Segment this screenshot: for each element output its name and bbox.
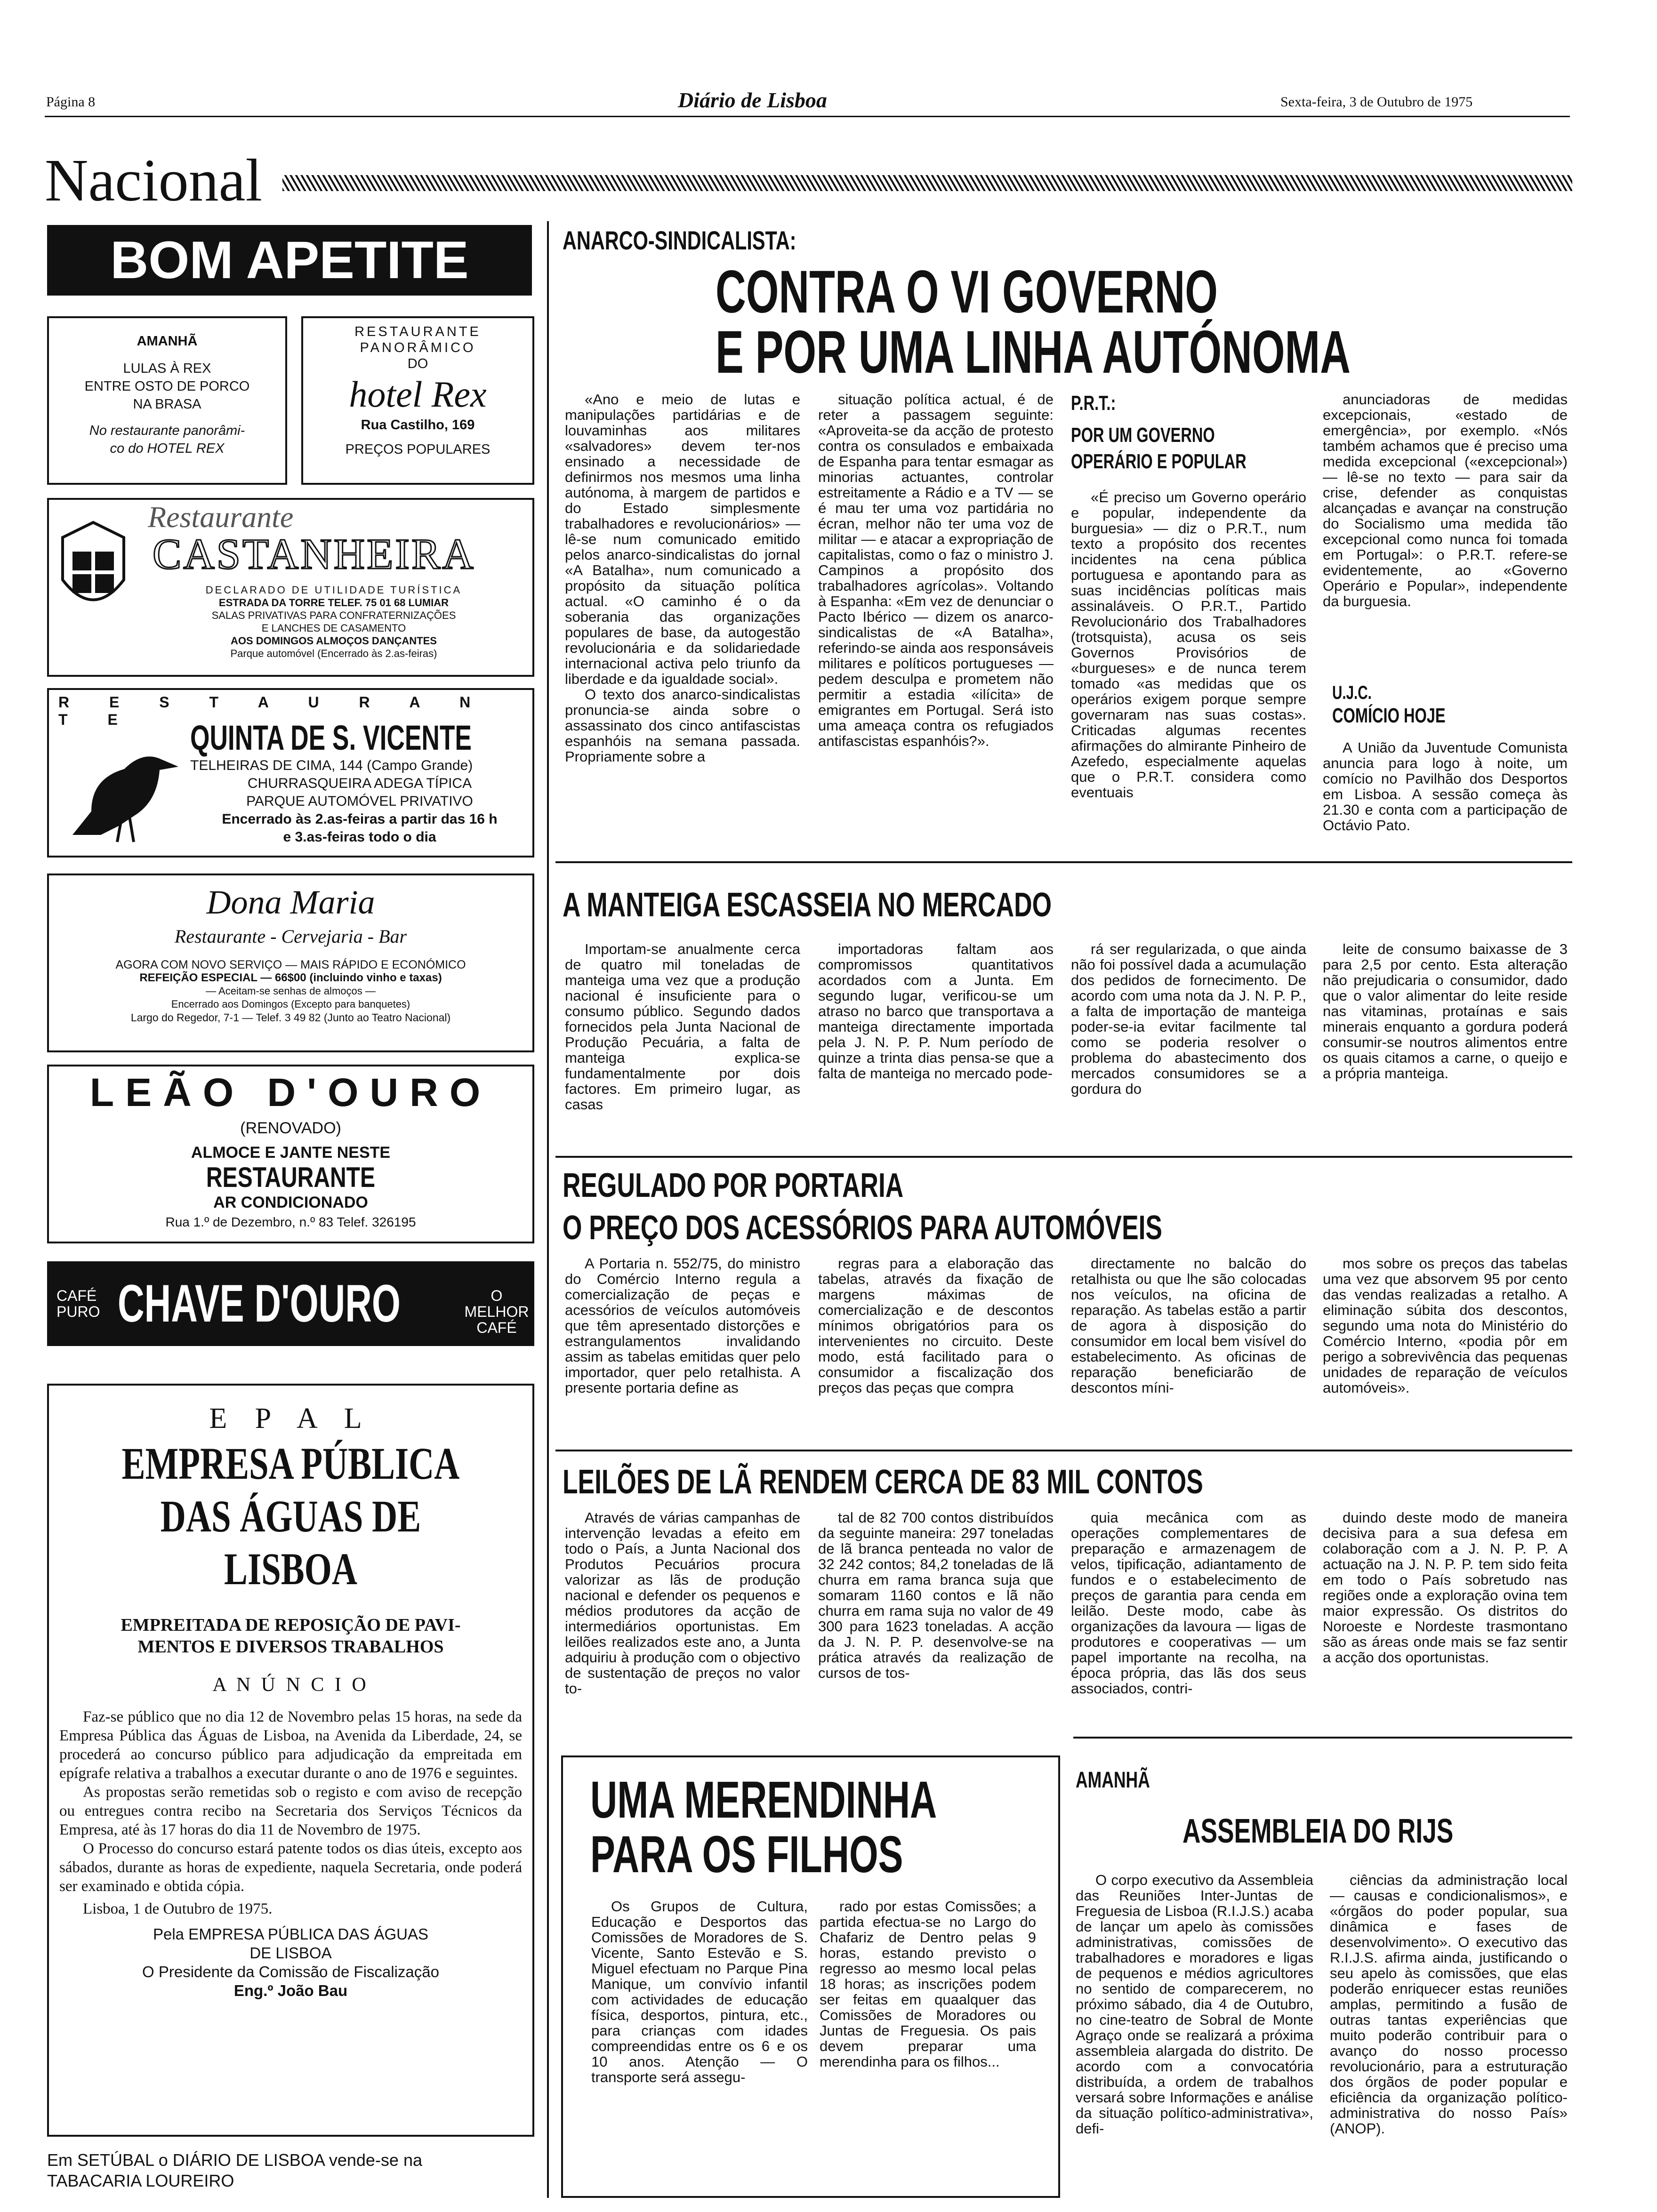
leao-douro-ad xyxy=(47,1065,534,1243)
amanha-line: co do HOTEL REX xyxy=(110,441,225,456)
amanha-line: No restaurante panorâmi- xyxy=(89,423,245,438)
merendinha-box xyxy=(561,1755,1060,2198)
article2-paragraph: rá ser regularizada, o que ainda não foi possível dada a acumulação dos pedidos de fornecimento. De acordo com uma nota da J. N. P. P., a falta de importação de manteiga poder-se-ia evitar facilmente tal como se poderia resolver o problema do abastecimento dos mercados consumidores se a gordura do xyxy=(1071,941,1306,1097)
article1-headline: CONTRA O VI GOVERNO xyxy=(716,258,1218,326)
article1-headline: E POR UMA LINHA AUTÓNOMA xyxy=(716,319,1351,386)
article5-headline: PARA OS FILHOS xyxy=(590,1826,903,1883)
coat-of-arms-icon xyxy=(56,519,131,622)
rex-line: PANORÂMICO xyxy=(360,340,476,355)
article2-col1 xyxy=(565,941,800,1148)
amanha-line: LULAS À REX xyxy=(123,361,211,376)
article1-paragraph: «Ano e meio de lutas e manipulações partidárias e de louvaminhas aos militares «salvadores» devem ter-nos ensinado a necessidade de definirmos nos mesmos uma linha autónoma, à margem de partidos e do Estado simplesmente trabalhadores e revolucionários» — lê-se num comunicado emitido pelos anarco-sindicalistas do jornal «A Batalha», num comunicado a propósito da situação política actual. «O caminho é o da soberania das organizações populares de base, da autogestão revolucionária e da solidariedade internacional activa pelo triunfo da liberdade e da igualdade social». xyxy=(565,392,800,687)
epal-paragraph: Faz-se público que no dia 12 de Novembro pelas 15 horas, na sede da Empresa Pública das Águas de Lisboa, na Avenida da Liberdade, 24, se procederá ao concurso público para adjudicação da empreitada em epígrafe relativa a trabalhos a executar durante o ano de 1976 e seguintes. xyxy=(59,1708,522,1782)
page-number: Página 8 xyxy=(46,94,96,110)
quinta-line: Encerrado às 2.as-feiras a partir das 16 h xyxy=(222,811,498,827)
amanha-label: AMANHÃ xyxy=(137,334,198,349)
epal-paragraph: As propostas serão remetidas sob o registo e com aviso de recepção ou entregues contra recibo na Secretaria dos Serviços Técnicos da Empresa, até às 17 horas do dia 11 de Novembro de 1975. xyxy=(59,1784,522,1838)
quinta-sao-vicente-ad xyxy=(47,688,534,858)
castanheira-line: Parque automóvel (Encerrado às 2.as-feiras) xyxy=(230,648,437,659)
article5-col2 xyxy=(820,1899,1036,2190)
epal-subject: MENTOS E DIVERSOS TRABALHOS xyxy=(137,1637,444,1657)
article-rule xyxy=(555,1450,1572,1451)
epal-anuncio: A N Ú N C I O xyxy=(212,1674,369,1696)
article3-col3 xyxy=(1071,1256,1306,1444)
prt-subheading: POR UM GOVERNO xyxy=(1071,424,1215,447)
amanha-line: ENTRE OSTO DE PORCO xyxy=(84,379,250,394)
article3-col4 xyxy=(1323,1256,1568,1444)
prt-subheading: OPERÁRIO E POPULAR xyxy=(1071,450,1247,473)
article4-col4 xyxy=(1323,1510,1568,1707)
article3-paragraph: A Portaria n. 552/75, do ministro do Comércio Interno regula a comercialização de peças e acessórios de veículos automóveis que têm apresentado distorções e estrangulamentos invalidando assim as tabelas emitidas quer pelo importador, quer pelo retalhista. A presente portaria define as xyxy=(565,1256,800,1396)
dona-maria-ad xyxy=(47,874,534,1052)
article1-col1 xyxy=(565,392,800,843)
article5-headline: UMA MERENDINHA xyxy=(590,1771,937,1829)
column-divider xyxy=(547,221,549,2198)
article-rule xyxy=(1073,1737,1572,1739)
dona-maria-line: Largo do Regedor, 7-1 — Telef. 3 49 82 (Junto ao Teatro Nacional) xyxy=(130,1011,451,1024)
dona-maria-subtitle: Restaurante - Cervejaria - Bar xyxy=(174,926,407,947)
section-hatch-bar xyxy=(282,175,1572,191)
epal-paragraph: O Processo do concurso estará patente todos os dias úteis, excepto aos sábados, durante as horas de expediente, naquela Secretaria, onde poderá ser examinado e obtida cópia. xyxy=(59,1840,522,1895)
dona-maria-line: — Aceitam-se senhas de almoços — xyxy=(206,985,376,997)
epal-title: DAS ÁGUAS DE LISBOA xyxy=(160,1491,421,1594)
dona-maria-line: AGORA COM NOVO SERVIÇO — MAIS RÁPIDO E ECONÓMICO xyxy=(115,958,466,971)
castanheira-ad xyxy=(47,498,534,677)
chave-douro-name: CHAVE D'OURO xyxy=(118,1274,401,1333)
article1-ujc-body xyxy=(1323,740,1568,844)
article3-paragraph: regras para a elaboração das tabelas, através da fixação de margens máximas de comercialização e de descontos mínimos obrigatórios para os intervenientes no circuito. Deste modo, está facilitado para o consumidor a fiscalização dos preços das peças que compra xyxy=(818,1256,1054,1396)
rex-address: Rua Castilho, 169 xyxy=(361,417,475,433)
article2-col3 xyxy=(1071,941,1306,1148)
epal-title: EMPRESA PÚBLICA xyxy=(121,1438,460,1489)
article5-col1 xyxy=(591,1899,808,2190)
article2-paragraph: importadoras faltam aos compromissos quantitativos acordados com a Junta. Em segundo lugar, verificou-se um atraso no barco que transportava a manteiga directamente importada pela J. N. P. P. Num período de quinze a trinta dias pensa-se que a falta de manteiga no mercado pode- xyxy=(818,941,1054,1082)
article4-col3 xyxy=(1071,1510,1306,1707)
epal-signature: Eng.º João Bau xyxy=(233,1982,348,1999)
article2-col4 xyxy=(1323,941,1568,1148)
crow-icon xyxy=(63,741,181,844)
chave-douro-ad xyxy=(47,1261,534,1346)
quinta-line: CHURRASQUEIRA ADEGA TÍPICA xyxy=(247,776,472,791)
article4-col2 xyxy=(818,1510,1054,1707)
article6-headline: ASSEMBLEIA DO RIJS xyxy=(1182,1812,1454,1850)
leao-address: Rua 1.º de Dezembro, n.º 83 Telef. 326195 xyxy=(165,1215,416,1229)
epal-notice xyxy=(47,1384,534,2137)
article5-paragraph: rado por estas Comissões; a partida efectua-se no Largo do Chafariz de Dentro pelas 9 horas, estando previsto o regresso ao mesmo local pelas 18 horas; as inscrições podem ser feitas em quaalquer das Comissões de Moradores ou Juntas de Freguesia. Os pais devem preparar uma merendinha para os filhos... xyxy=(820,1899,1036,2070)
article4-headline: LEILÕES DE LÃ RENDEM CERCA DE 83 MIL CONTOS xyxy=(563,1463,1203,1501)
quinta-line: e 3.as-feiras todo o dia xyxy=(283,829,436,845)
castanheira-name: CASTANHEIRA xyxy=(153,530,475,578)
rex-ad xyxy=(301,316,534,485)
castanheira-line: DECLARADO DE UTILIDADE TURÍSTICA xyxy=(205,584,462,596)
article2-paragraph: leite de consumo baixasse de 3 para 2,5 por cento. Esta alteração não prejudicaria o consumidor, dado que o valor alimentar do leite reside nas vitaminas, protaínas e sais minerais enquanto a gordura poderá consumir-se noutros alimentos entre os quais citamos a carne, o queijo e a própria manteiga. xyxy=(1323,941,1568,1082)
article5-paragraph: Os Grupos de Cultura, Educação e Desportos das Comissões de Moradores de S. Vicente, Santo Estevão e S. Miguel efectuam no Parque Pina Manique, um convívio infantil com actividades de educação física, desportos, pintura, etc., para crianças com idades compreendidas entre os 6 e os 10 anos. Atenção — O transporte será assegu- xyxy=(591,1899,808,2085)
article6-paragraph: O corpo executivo da Assembleia das Reuniões Inter-Juntas de Freguesia de Lisboa (R.I.J.S.) acaba de lançar um apelo às comissões administrativas, comissões de trabalhadores e moradores e ligas de pequenos e médios agricultores no sentido de comparecerem, no próximo sábado, dia 4 de Outubro, no cine-teatro de Sobral de Monte Agraço onde se realizará a próxima assembleia alargada do distrito. De acordo com a convocatória distribuída, a ordem de trabalhos versará sobre Informações e análise da situação político-administrativa», defi- xyxy=(1076,1872,1313,2137)
dona-maria-name: Dona Maria xyxy=(206,883,375,921)
rex-line: DO xyxy=(407,356,428,371)
epal-signature: DE LISBOA xyxy=(249,1944,332,1962)
castanheira-line: SALAS PRIVATIVAS PARA CONFRATERNIZAÇÕES xyxy=(211,609,456,621)
article1-col4 xyxy=(1323,392,1568,674)
article1-col3 xyxy=(1071,489,1306,843)
castanheira-line: AOS DOMINGOS ALMOÇOS DANÇANTES xyxy=(231,635,437,647)
article3-paragraph: directamente no balcão do retalhista ou que lhe são colocadas nos veículos, na oficina de reparação. As tabelas estão a partir de agora à disposição do consumidor em local bem visível do estabelecimento. As oficinas de reparação beneficiarão de descontos míni- xyxy=(1071,1256,1306,1396)
chave-left-text: CAFÉ PURO xyxy=(56,1287,100,1320)
castanheira-line: ESTRADA DA TORRE TELEF. 75 01 68 LUMIAR xyxy=(218,597,449,609)
page-date: Sexta-feira, 3 de Outubro de 1975 xyxy=(1280,94,1473,110)
article4-paragraph: duindo deste modo de maneira decisiva para a sua defesa em colaboração com a J. N. P. P. A actuação na J. N. P. P. tem sido feita em todo o País sobretudo nas regiões onde a exploração ovina tem maior expressão. Os distritos do Noroeste e Nordeste trasmontano são as áreas onde mais se faz sentir a acção dos oportunistas. xyxy=(1323,1510,1568,1666)
epal-signature: Pela EMPRESA PÚBLICA DAS ÁGUAS xyxy=(153,1925,429,1943)
ujc-heading: U.J.C. xyxy=(1332,682,1372,703)
article2-headline: A MANTEIGA ESCASSEIA NO MERCADO xyxy=(563,886,1052,924)
article1-kicker: ANARCO-SINDICALISTA: xyxy=(563,225,796,255)
article-rule xyxy=(555,861,1572,863)
section-title: Nacional xyxy=(45,147,262,214)
epal-subject: EMPREITADA DE REPOSIÇÃO DE PAVI- xyxy=(121,1615,461,1635)
article6-col1 xyxy=(1076,1872,1313,2202)
article1-paragraph: O texto dos anarco-sindicalistas pronuncia-se ainda sobre o assassinato dos cinco antifascistas espanhóis na semana passada. Propriamente sobre a xyxy=(565,686,800,765)
article3-kicker: REGULADO POR PORTARIA xyxy=(563,1167,904,1204)
prt-heading: P.R.T.: xyxy=(1071,392,1116,415)
quinta-line: TELHEIRAS DE CIMA, 144 (Campo Grande) xyxy=(190,758,473,773)
article4-paragraph: tal de 82 700 contos distribuídos da seguinte maneira: 297 toneladas de lã branca penteada no valor de 32 242 contos; 84,2 toneladas de lã churra em rama branca suja que somaram 1160 contos e lã não churra em rama suja no valor de 49 300 para 1623 toneladas. A acção da J. N. P. P. desenvolve-se na prática através da realização de cursos de tos- xyxy=(818,1510,1054,1681)
quinta-line: PARQUE AUTOMÓVEL PRIVATIVO xyxy=(246,793,473,809)
quinta-details xyxy=(190,719,529,846)
article4-paragraph: Através de várias campanhas de intervenção levadas a efeito em todo o País, a Junta Nacional dos Produtos Pecuários procura valorizar as lãs de produção nacional e defender os pequenos e médios produtores da acção de intermediários oportunistas. Em leilões realizados este ano, a Junta adquiriu à produção com o objectivo de sustentação de preços no valor to- xyxy=(565,1510,800,1697)
leao-line: (RENOVADO) xyxy=(240,1119,341,1137)
setubal-line: TABACARIA LOUREIRO xyxy=(47,2171,234,2190)
leao-line: AR CONDICIONADO xyxy=(213,1194,368,1211)
rex-prices: PREÇOS POPULARES xyxy=(345,442,491,457)
leao-line: ALMOCE E JANTE NESTE xyxy=(191,1144,391,1162)
setubal-note xyxy=(47,2150,422,2191)
amanha-line: NA BRASA xyxy=(133,397,201,412)
article6-col2 xyxy=(1330,1872,1568,2202)
article1-paragraph: situação política actual, é de reter a passagem seguinte: «Aproveita-se da acção de protesto contra os consulados e embaixada de Espanha para tentar esmagar as minorias actuantes, controlar estreitamente a Rádio e a TV — se é mau ter uma voz partidária no écran, melhor não ter uma voz de militar — e atacar a expropriação de capitalistas, como o faz o ministro J. Campinos a propósito dos trabalhadores agrícolas». Voltando à Espanha: «Em vez de denunciar o Pacto Ibérico — dizem os anarco-sindicalistas de «A Batalha», referindo-se ainda aos responsáveis militares e políticos portugueses — pedem desculpa e prometem não permitir a estadia «ilícita» de emigrantes em Portugal. Será isto uma ameaça contra os refugiados antifascistas espanhóis?». xyxy=(818,392,1054,749)
rex-line: RESTAURANTE xyxy=(354,324,481,339)
article2-paragraph: Importam-se anualmente cerca de quatro mil toneladas de manteiga uma vez que a produção nacional é insuficiente para o consumo público. Segundo dados fornecidos pela Junta Nacional de Produção Pecuária, a falta de manteiga explica-se fundamentalmente por dois factores. Em primeiro lugar, as casas xyxy=(565,941,800,1113)
article3-col1 xyxy=(565,1256,800,1444)
leao-restaurante: RESTAURANTE xyxy=(206,1162,376,1193)
castanheira-details xyxy=(134,584,534,660)
article3-col2 xyxy=(818,1256,1054,1444)
chave-right-text: O MELHOR CAFÉ xyxy=(464,1287,529,1336)
amanha-ad xyxy=(47,316,287,485)
article1-paragraph: A União da Juventude Comunista anuncia para logo à noite, um comício no Pavilhão dos Desportos em Lisboa. A sessão começa às 21.30 e conta com a participação de Octávio Pato. xyxy=(1323,740,1568,834)
castanheira-line: E LANCHES DE CASAMENTO xyxy=(261,622,406,634)
epal-acronym: E P A L xyxy=(209,1403,372,1435)
epal-date: Lisboa, 1 de Outubro de 1975. xyxy=(83,1900,273,1917)
article4-col1 xyxy=(565,1510,800,1707)
leao-douro-name: LEÃO D'OURO xyxy=(89,1070,492,1114)
article3-paragraph: mos sobre os preços das tabelas uma vez que absorvem 95 por cento das vendas realizadas a retalho. A eliminação súbita dos descontos, segundo uma nota do Ministério do Comércio Interno, «podia pôr em perigo a sobrevivência das pequenas unidades de reparação de veículos automóveis». xyxy=(1323,1256,1568,1396)
setubal-line: Em SETÚBAL o DIÁRIO DE LISBOA vende-se na xyxy=(47,2150,422,2170)
hotel-rex-logo: hotel Rex xyxy=(349,374,487,415)
bom-apetite-banner: BOM APETITE xyxy=(47,225,532,296)
article-rule xyxy=(555,1156,1572,1158)
newspaper-title: Diário de Lisboa xyxy=(678,88,827,112)
epal-signature: O Presidente da Comissão de Fiscalização xyxy=(142,1963,439,1980)
ujc-heading: COMÍCIO HOJE xyxy=(1332,704,1446,727)
quinta-restaurante-label: R E S T A U R A N T E xyxy=(58,694,489,728)
castanheira-script: Restaurante xyxy=(148,500,294,534)
article6-kicker: AMANHÃ xyxy=(1076,1768,1150,1793)
article2-col2 xyxy=(818,941,1054,1148)
dona-maria-line: Encerrado aos Domingos (Excepto para banquetes) xyxy=(171,998,410,1010)
article1-paragraph: «É preciso um Governo operário e popular, independente da burguesia» — diz o P.R.T., num texto a propósito dos recentes incidentes na cena pública portuguesa e apontando para as suas incidências políticas mais assinaláveis. O P.R.T., Partido Revolucionário dos Trabalhadores (trotsquista), acusa os seis Governos Provisórios de «burgueses» e de nunca terem tomado «as medidas que os operários exigem porque sempre governaram nas suas costas». Criticadas algumas recentes afirmações do almirante Pinheiro de Azefedo, especialmente aquelas que o P.R.T. considera como eventuais xyxy=(1071,489,1306,801)
dona-maria-line: REFEIÇÃO ESPECIAL — 66$00 (incluindo vinho e taxas) xyxy=(139,971,442,984)
article4-paragraph: quia mecânica com as operações complementares de preparação e armazenagem de velos, tipificação, adiantamento de fundos e o estabelecimento de preços de garantia para cenda em leilão. Deste modo, cabe às organizações da lavoura — ligas de produtores e cooperativas — um papel importante na recolha, na época própria, das lãs dos seus associados, contri- xyxy=(1071,1510,1306,1697)
article1-paragraph: anunciadoras de medidas excepcionais, «estado de emergência», por exemplo. «Nós também achamos que é preciso uma medida excepcional («excepcional») — lê-se no texto — para sair da crise, defender as conquistas alcançadas e avançar na construção do Socialismo uma medida tão excepcional como nunca foi tomada em Portugal»: o P.R.T. refere-se evidentemente, ao «Governo Operário e Popular», independente da burguesia. xyxy=(1323,392,1568,609)
header-rule xyxy=(45,116,1570,117)
article1-col2 xyxy=(818,392,1054,843)
article3-headline: O PREÇO DOS ACESSÓRIOS PARA AUTOMÓVEIS xyxy=(563,1209,1162,1247)
article6-paragraph: ciências da administração local — causas e condicionalismos», e «órgãos do poder popular, sua dinâmica e fases de desenvolvimento». O executivo das R.I.J.S. afirma ainda, justificando o seu apelo às comissões, que elas poderão enriquecer estas reuniões amplas, permitindo a fusão de outras tantas experiências que muito poderão contribuir para o avanço do nosso processo revolucionário, para a estruturação dos órgãos de poder popular e eficiência da organização político-administrativa do nosso País» (ANOP). xyxy=(1330,1872,1568,2137)
quinta-name: QUINTA DE S. VICENTE xyxy=(190,718,472,757)
